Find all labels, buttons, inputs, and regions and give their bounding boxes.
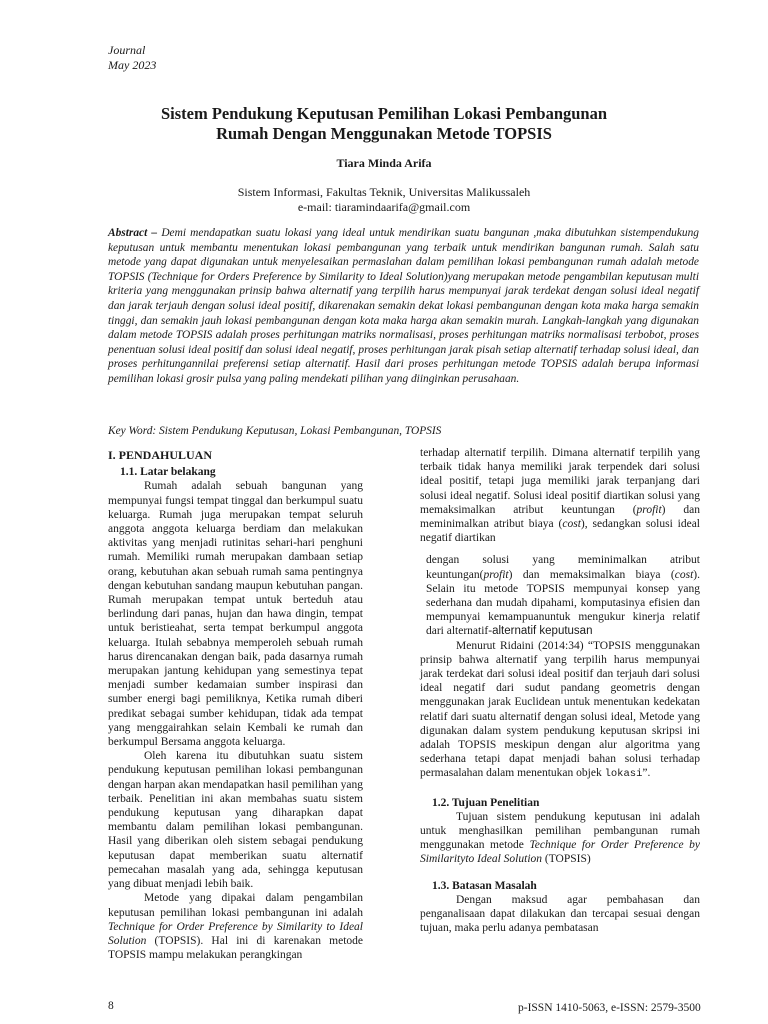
text-run: ), sedangkan solusi ideal negatif diartikan — [420, 518, 700, 545]
text-run: dengan solusi yang meminimalkan atribut keuntungan( — [426, 554, 700, 581]
text-run: ) dan memaksimalkan biaya ( — [508, 568, 675, 581]
text-run: Tujuan sistem pendukung keputusan ini adalah untuk menghasilkan pemilihan pembangunan rumah menggunakan metode — [420, 810, 700, 852]
paper-title — [100, 104, 668, 144]
text-run: ) dan meminimalkan atribut biaya ( — [420, 503, 700, 531]
text-run-sans: alternatif keputusan — [492, 625, 593, 638]
section-heading-pendahuluan: I. PENDAHULUAN — [108, 448, 213, 462]
paragraph — [420, 446, 700, 545]
author-name: Tiara Minda Arifa — [336, 156, 432, 170]
paragraph: Dengan maksud agar pembahasan dan penganalisaan dapat dilakukan dan tercapai sesuai dengan tujuan, maka perlu adanya pembatasan — [420, 893, 700, 935]
italic-term: Technique for Order Preference by Similarity to Ideal Solution — [108, 920, 363, 947]
text-run: terhadap alternatif terpilih. Dimana alternatif terpilih yang terbaik tidak hanya memiliki jarak terpendek dari solusi ideal positif, tetapi juga memiliki jarak terpanjang dari solusi ideal negatif. Solusi ideal positif diartikan solusi yang memaksimalkan atribut keuntungan ( — [420, 447, 700, 516]
text-run-mono: lokasi — [604, 768, 643, 781]
abstract — [108, 226, 699, 387]
title-line-2: Rumah Dengan Menggunakan Metode TOPSIS — [216, 124, 552, 143]
subsection-latar-belakang: 1.1. Latar belakang — [120, 466, 216, 479]
abstract-text: Demi mendapatkan suatu lokasi yang ideal untuk mendirikan suatu bangunan ,maka dibutuhkan sistempendukung keputusan untuk membantu menentukan lokasi pembangunan yang terbaik untuk mendirikan bangunan rumah. Salah satu metode yang dapat digunakan untuk menyelesaikan permaslahan dalam pemilihan lokasi pembangunan rumah adalah metode TOPSIS (Technique for Orders Preference by Similarity to Ideal Solution)yang merupakan metode pengambilan keputusan multi kriteria yang menggunakan prinsip bahwa alternatif yang terpilih harus mempunyai jarak terdekat dengan solusi ideal negatif dan jarak terjauh dengan solusi ideal positif, dikarenakan semakin dekat lokasi pembangunan dengan kota maka harga semakin tinggi, dan semakin jauh lokasi pembangunan dengan kota maka harga akan semakin murah. Langkah-langkah yang digunakan dalam metode TOPSIS adalah proses perhitungan matriks normalisasi, proses perhitungan matriks normalisasi terbobot, proses penentuan solusi ideal positif dan solusi ideal negatif, proses perhitungan jarak pisah setiap alternatif terhadap solusi ideal, dan proses perhitungannilai preferensi setiap alternatif. Hasil dari proses perhitungan metode TOPSIS adalah berupa informasi pemilihan lokasi grosir pulsa yang paling mendekati pilihan yang diinginkan perusahaan. — [108, 227, 699, 385]
paragraph — [420, 553, 700, 638]
subsection-tujuan-penelitian: 1.2. Tujuan Penelitian — [432, 796, 540, 809]
paragraph: Rumah adalah sebuah bangunan yang mempunyai fungsi tempat tinggal dan berkumpul suatu keluarga. Rumah juga merupakan tempat seluruh anggota anggota keluarga berdiam dan melakukan aktivitas yang menjadi rutinitas sehari-hari penghuni rumah. Memiliki rumah merupakan dambaan setiap orang, kebutuhan akan sebuah rumah sama pentingnya dengan kebutuhan sandang maupun kebutuhan pangan. Rumah merupakan tempat untuk berteduh atau berlindung dari panas, hujan dan hawa dingin, tempat untuk beristieahat, serta tempat berkumpul anggota keluarga. Itulah sebabnya memperoleh sebuah rumah harus direncanakan dengan baik, pada dasarnya rumah merupakan jantung kehidupan yang semestinya tepat menjadi sumber kedamaian sumber inspirasi dan sumber energi bagi pemiliknya, Ketika rumah diberi predikat sebagai sumber kehidupan, tidak ada tempat yang menggairahkan selain Kembali ke rumah dan berkumpul Bersama anggota keluarga. — [108, 480, 363, 749]
italic-term: profit — [636, 503, 662, 516]
issn-footer: p-ISSN 1410-5063, e-ISSN: 2579-3500 — [518, 1002, 701, 1014]
title-line-1: Sistem Pendukung Keputusan Pemilihan Lokasi Pembangunan — [160, 104, 608, 123]
abstract-label: Abstract – — [108, 227, 158, 239]
text-run: Menurut Ridaini (2014:34) “TOPSIS menggunakan prinsip bahwa alternatif yang terpilih harus mempunyai jarak terdekat dari solusi ideal positif dan terjauh dari solusi ideal negatif dari sudut pandang geometris dengan menggunakan jarak Euclidean untuk menentukan kedekatan relatif dari suatu alternatif dengan solusi ideal, Metode yang digunakan dalam system pendukung keputusan skripsi ini adalah TOPSIS meskipun dengan alur algoritma yang sederhana tetapi dapat menjadi bahan solusi terhadap permasalahan dalam menentukan objek — [420, 639, 700, 780]
paragraph — [420, 810, 700, 867]
italic-term: cost — [562, 518, 581, 531]
affiliation: Sistem Informasi, Fakultas Teknik, Universitas Malikussaleh — [237, 185, 531, 199]
keywords: Key Word: Sistem Pendukung Keputusan, Lokasi Pembangunan, TOPSIS — [108, 425, 442, 437]
paragraph — [108, 891, 363, 962]
paragraph — [420, 639, 700, 782]
text-run: ). Selain itu metode TOPSIS mempunyai konsep yang sederhana dan mudah dipahami, komputasinya efisien dan mempunyai kemampuanuntuk mengukur kinerja relatif dari alternatif- — [426, 568, 700, 638]
journal-name: Journal — [108, 43, 146, 57]
text-run: (TOPSIS). Hal ini di karenakan metode TOPSIS mampu melakukan perangkingan — [108, 934, 363, 962]
paragraph: Oleh karena itu dibutuhkan suatu sistem pendukung keputusan pemilihan lokasi pembangunan dengan harpan akan mendapatkan hasil pemilihan yang terbaik. Penelitian ini akan membahas suatu sistem pendukung keputusan yang diharapkan dapat membantu dalam pemilihan lokasi pembangunan. Hasil yang diberikan oleh sistem sebagai pendukung keputusan dapat memberikan suatu alternatif pemecahan masalah yang ada, sehingga keputusan yang dibuat menjadi lebih baik. — [108, 750, 363, 891]
text-run: Metode yang dipakai dalam pengambilan keputusan pemilihan lokasi pembangunan ini adalah — [108, 892, 363, 919]
text-run: (TOPSIS) — [544, 853, 591, 866]
italic-term: Technique for Order Preference by Similarityto Ideal Solution — [420, 839, 701, 866]
left-column — [108, 448, 363, 962]
italic-term: profit — [483, 568, 509, 581]
right-column — [420, 446, 700, 936]
author-email: e-mail: tiaramindaarifa@gmail.com — [297, 200, 471, 214]
italic-term: cost — [674, 568, 694, 581]
page-number: 8 — [108, 1000, 114, 1012]
subsection-batasan-masalah: 1.3. Batasan Masalah — [432, 879, 537, 892]
text-run: ”. — [642, 767, 651, 780]
journal-date: May 2023 — [108, 58, 157, 72]
